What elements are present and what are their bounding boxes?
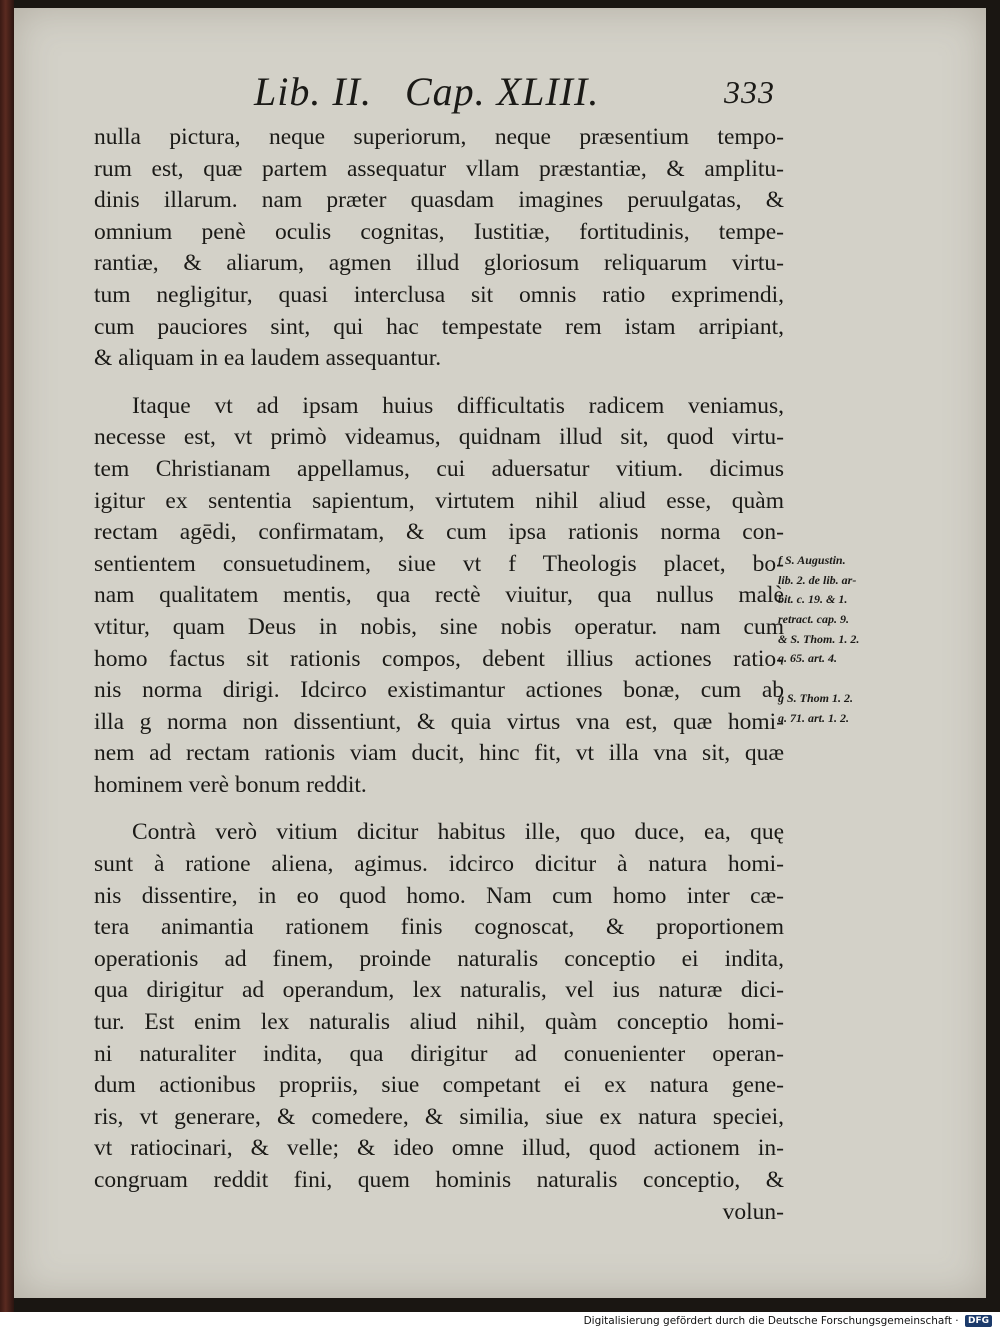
text-line: Itaque vt ad ipsam huius difficultatis radicem veniamus,: [132, 392, 784, 419]
margin-note-line: q. 65. art. 4.: [778, 651, 838, 666]
text-line: & aliquam in ea laudem assequantur.: [94, 345, 442, 372]
paragraph-gap: [94, 801, 784, 817]
text-line: igitur ex sententia sapientum, virtutem nihil aliud esse, quàm: [94, 487, 784, 514]
margin-note-line: f S. Augustin.: [778, 553, 846, 567]
text-line: nis norma dirigi. Idcirco existimantur actiones bonæ, cum ab: [94, 677, 784, 704]
body-text: [94, 122, 784, 1228]
text-line: tur. Est enim lex naturalis aliud nihil, quàm conceptio homi-: [94, 1009, 784, 1036]
text-line: rectam agēdi, confirmatam, & cum ipsa rationis norma con-: [94, 519, 784, 546]
text-line: sentientem consuetudinem, siue vt f Theologis placet, bo-: [94, 550, 784, 577]
text-line: nam qualitatem mentis, qua rectè viuitur, qua nullus malè: [94, 582, 784, 609]
margin-note-line: lib. 2. de lib. ar-: [778, 572, 857, 587]
text-line: tera animantia rationem finis cognoscat, & proportionem: [94, 914, 784, 941]
text-line: nem ad rectam rationis viam ducit, hinc fit, vt illa vna sit, quæ: [94, 740, 784, 767]
book-edge: [0, 0, 14, 1312]
text-line: omnium penè oculis cognitas, Iustitiæ, fortitudinis, tempe-: [94, 218, 784, 245]
text-line: tem Christianam appellamus, cui aduersatur vitium. dicimus: [94, 455, 784, 482]
text-line: Contrà verò vitium dicitur habitus ille, quo duce, ea, quę: [132, 819, 784, 846]
text-line: sunt à ratione aliena, agimus. idcirco dicitur à natura homi-: [94, 851, 784, 878]
margin-note-line: g S. Thom 1. 2.: [778, 690, 854, 705]
text-line: nulla pictura, neque superiorum, neque præsentium tempo-: [94, 124, 784, 150]
text-line: congruam reddit fini, quem hominis naturalis conceptio, &: [94, 1167, 784, 1193]
text-line: dum actionibus propriis, siue competant ei ex natura gene-: [94, 1072, 784, 1099]
text-line: dinis illarum. nam præter quasdam imagines peruulgatas, &: [94, 187, 784, 214]
text-line: homo factus sit rationis compos, debent illius actiones ratio-: [94, 645, 784, 672]
running-head: Lib. II. Cap. XLIII.: [254, 69, 600, 114]
page-number: 333: [724, 74, 775, 110]
book-page: [14, 8, 986, 1298]
text-line: vt ratiocinari, & velle; & ideo omne illud, quod actionem in-: [94, 1135, 784, 1162]
margin-note-line: bit. c. 19. & 1.: [778, 592, 848, 607]
text-line: ni naturaliter indita, qua dirigitur ad conuenienter operan-: [94, 1040, 784, 1067]
dfg-logo[interactable]: DFG: [965, 1315, 992, 1327]
footer-bar: [0, 1312, 1000, 1332]
margin-note-line: & S. Thom. 1. 2.: [778, 631, 860, 646]
text-line: necesse est, vt primò videamus, quidnam illud sit, quod virtu-: [94, 424, 784, 451]
text-line: illa g norma non dissentiunt, & quia virtus vna est, quæ homi-: [94, 708, 784, 735]
text-line: rum est, quæ partem assequatur vllam præstantiæ, & amplitu-: [94, 155, 784, 182]
text-line: nis dissentire, in eo quod homo. Nam cum homo inter cæ-: [94, 882, 784, 909]
paragraph-gap: [94, 375, 784, 391]
page-header: [254, 68, 814, 118]
catchword: volun-: [722, 1198, 784, 1225]
footer-credit-text: Digitalisierung gefördert durch die Deutsche Forschungsgemeinschaft ·: [583, 1315, 959, 1327]
text-line: cum pauciores sint, qui hac tempestate rem istam arripiant,: [94, 313, 784, 340]
text-line: tum negligitur, quasi interclusa sit omnis ratio exprimendi,: [94, 281, 784, 308]
margin-note-line: q. 71. art. 1. 2.: [778, 710, 850, 725]
text-line: qua dirigitur ad operandum, lex naturalis, vel ius naturæ dici-: [94, 977, 784, 1004]
text-line: operationis ad finem, proinde naturalis conceptio ei indita,: [94, 945, 784, 972]
margin-note-line: [778, 669, 918, 689]
text-line: hominem verè bonum reddit.: [94, 771, 367, 798]
footer-credit: [584, 1315, 992, 1327]
margin-notes: [778, 551, 918, 728]
text-line: rantiæ, & aliarum, agmen illud gloriosum reliquarum virtu-: [94, 250, 784, 277]
text-line: vtitur, quam Deus in nobis, sine nobis operatur. nam cum: [94, 613, 784, 640]
text-line: ris, vt generare, & comedere, & similia, siue ex natura speciei,: [94, 1103, 784, 1130]
margin-note-line: retract. cap. 9.: [778, 612, 849, 627]
